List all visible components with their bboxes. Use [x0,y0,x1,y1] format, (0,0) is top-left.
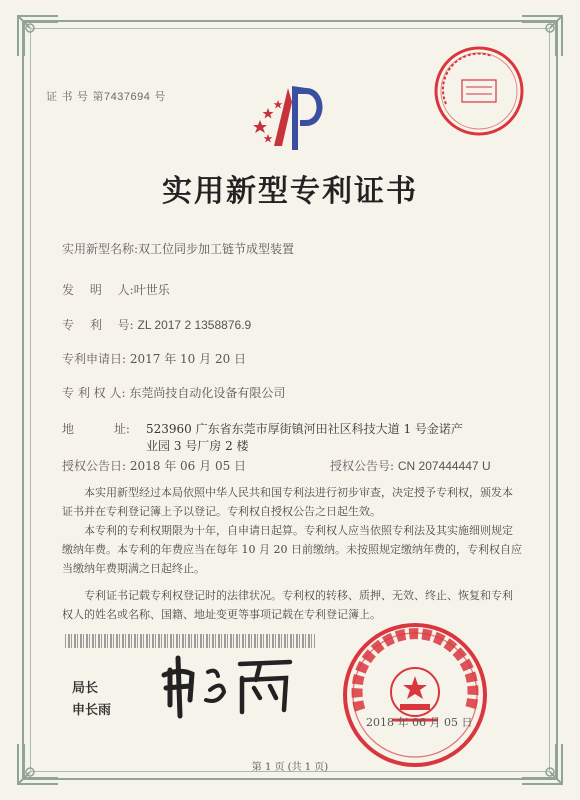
certificate-number: 证 书 号 第7437694 号 [46,90,166,103]
director-title: 局长 [72,680,99,695]
patent-number-row: 专 利 号: ZL 2017 2 1358876.9 [62,318,252,332]
paragraph-1: 本实用新型经过本局依照中华人民共和国专利法进行初步审查，决定授予专利权，颁发本证书并在专利登记簿上予以登记。专利权自授权公告之日起生效。 [62,486,513,518]
paragraph-3: 专利证书记载专利权登记时的法律状况。专利权的转移、质押、无效、终止、恢复和专利权人的姓名或名称、国籍、地址变更等事项记载在专利登记簿上。 [62,589,513,621]
patentee-row: 专 利 权 人: 东莞尚技自动化设备有限公司 [62,386,286,400]
barcode-strip [65,634,315,648]
agency-seal-icon [432,44,526,138]
inventor-row: 发 明 人:叶世乐 [62,283,170,297]
filing-date-row: 专利申请日: 2017 年 10 月 20 日 [62,352,247,366]
director-signature [160,650,300,720]
seal-date: 2018 年 06 月 05 日 [366,716,473,729]
official-seal-icon [340,620,490,770]
address-row: 地 址: [62,422,130,436]
address-line-2: 业园 3 号厂房 2 楼 [146,439,249,453]
director-name: 申长雨 [72,702,112,717]
address-line-1: 523960 广东省东莞市厚街镇河田社区科技大道 1 号金诺产 [146,422,463,436]
patent-office-logo [248,80,328,156]
corner-ornament-top-right [520,14,564,58]
grant-number-row: 授权公告号: CN 207444447 U [330,459,491,473]
grant-date-row: 授权公告日: 2018 年 06 月 05 日 [62,459,247,473]
page-footer: 第 1 页 (共 1 页) [251,762,329,773]
utility-model-name-row: 实用新型名称:双工位同步加工链节成型装置 [62,242,295,256]
corner-ornament-top-left [16,14,60,58]
certificate-title: 实用新型专利证书 [162,174,418,209]
paragraph-2: 本专利的专利权期限为十年，自申请日起算。专利权人应当依照专利法及其实施细则规定缴纳年费。本专利的年费应当在每年 10 月 20 日前缴纳。未按照规定缴纳年费的，专利权自应当缴纳年费期满之日起终止。 [62,524,522,575]
